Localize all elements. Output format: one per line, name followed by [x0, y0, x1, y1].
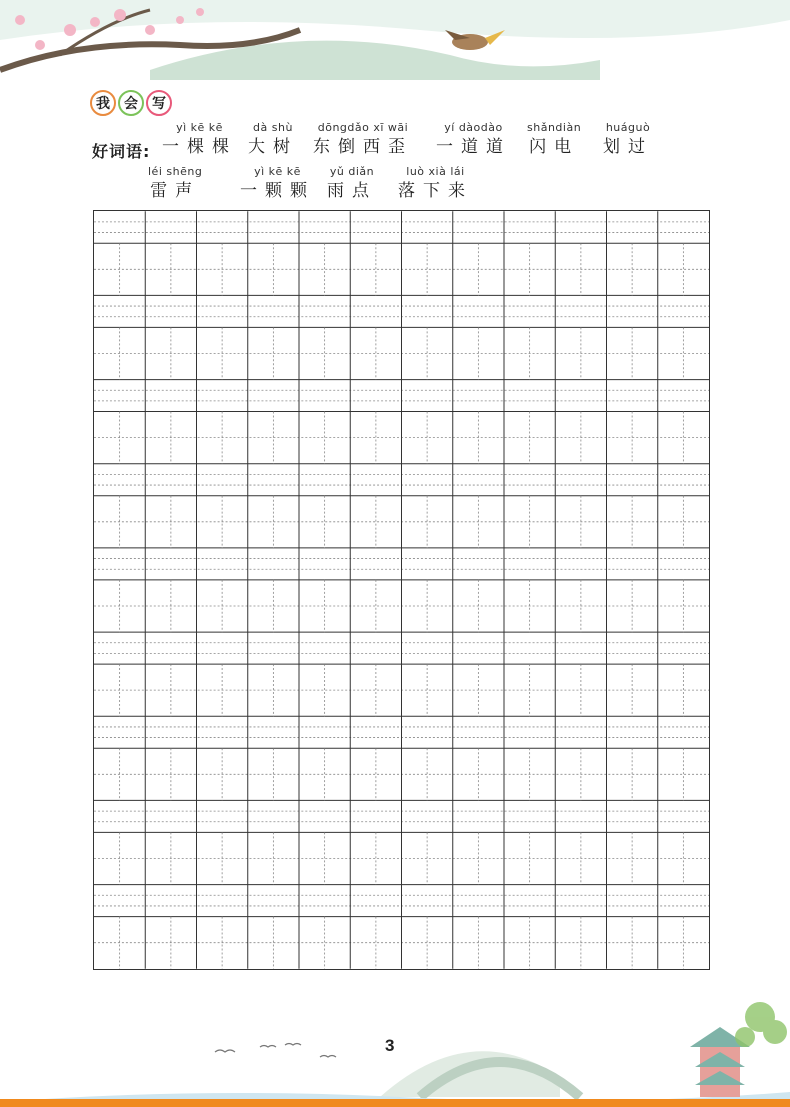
vocab-word — [527, 120, 581, 158]
pinyin: yí dàodào — [444, 121, 503, 134]
hanzi: 雨点 — [327, 181, 377, 201]
bottom-landscape-illustration — [0, 997, 790, 1107]
vocab-word — [603, 120, 653, 158]
tree-icon — [735, 1002, 787, 1047]
pinyin: luò xià lái — [406, 165, 465, 178]
hanzi: 一道道 — [436, 137, 511, 157]
hanzi: 一颗颗 — [240, 181, 315, 201]
title-char: 我 — [90, 90, 116, 116]
title-char: 会 — [118, 90, 144, 116]
hanzi: 落下来 — [398, 181, 473, 201]
vocab-word — [162, 120, 237, 158]
top-landscape-illustration — [0, 0, 790, 100]
pinyin: léi shēng — [148, 165, 203, 178]
vocab-label: 好词语: — [92, 142, 151, 161]
vocab-word — [240, 164, 315, 202]
footer-bar — [0, 1099, 790, 1107]
vocab-word — [327, 164, 377, 202]
pinyin: yì kē kē — [254, 165, 301, 178]
hanzi: 大树 — [248, 137, 298, 157]
vocab-word — [398, 164, 473, 202]
pinyin: yì kē kē — [176, 121, 223, 134]
hanzi: 划过 — [603, 137, 653, 157]
title-char: 写 — [146, 90, 172, 116]
pinyin: dōngdǎo xī wāi — [317, 121, 409, 134]
writing-practice-grid[interactable] — [93, 210, 710, 970]
vocab-word — [313, 120, 413, 158]
hanzi: 闪电 — [529, 137, 580, 157]
birds-icon — [215, 1044, 336, 1058]
hanzi: 东倒西歪 — [313, 137, 413, 157]
section-title-badge — [90, 90, 172, 116]
hanzi: 雷声 — [150, 181, 201, 201]
hanzi: 一棵棵 — [162, 137, 237, 157]
vocab-word — [248, 120, 298, 158]
vocab-word — [148, 164, 202, 202]
pinyin: yǔ diǎn — [329, 165, 375, 178]
pinyin: dà shù — [253, 121, 293, 134]
page-number: 3 — [385, 1036, 395, 1055]
vocab-word — [436, 120, 511, 158]
pinyin: shǎndiàn — [527, 121, 582, 134]
pinyin: huáguò — [605, 121, 651, 134]
